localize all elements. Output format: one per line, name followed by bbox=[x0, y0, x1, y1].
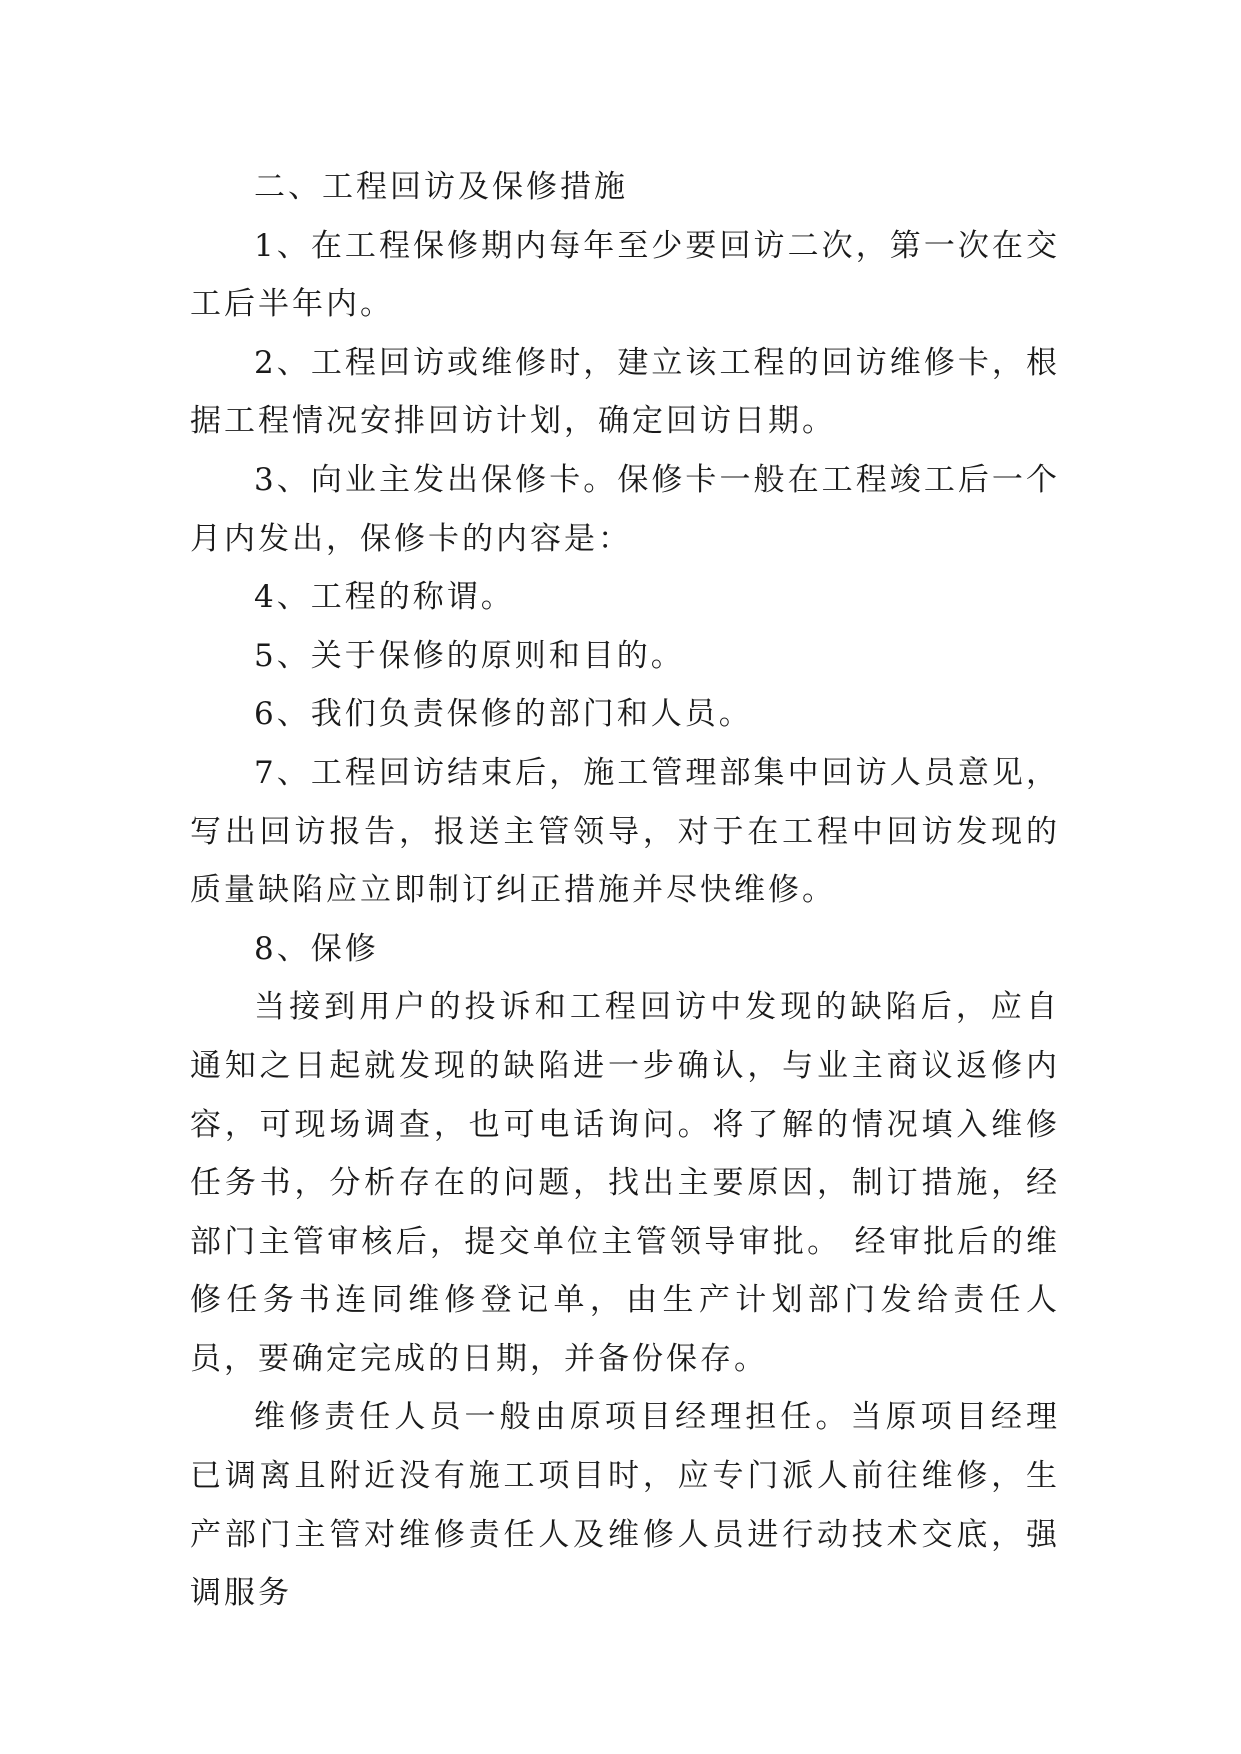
paragraph-4: 4、工程的称谓。 bbox=[254, 579, 515, 616]
paragraph-9: 当接到用户的投诉和工程回访中发现的缺陷后，应自通知之日起就发现的缺陷进一步确认，与业主商议返修内容，可现场调查，也可电话询问。将了解的情况填入维修任务书，分析存在的问题，找出主要原因，制订措施，经部门主管审核后，提交单位主管领导审批。 经审批后的维修任务书连同维修登记单，由生产计划部门发给责任人员，要确定完成的日期，并备份保存。 bbox=[190, 989, 1060, 1377]
paragraph-6: 6、我们负责保修的部门和人员。 bbox=[254, 696, 753, 733]
paragraph-1: 1、在工程保修期内每年至少要回访二次，第一次在交工后半年内。 bbox=[190, 227, 1060, 323]
section-heading: 二、工程回访及保修措施 bbox=[254, 169, 628, 205]
paragraph-2: 2、工程回访或维修时，建立该工程的回访维修卡，根据工程情况安排回访计划，确定回访日期。 bbox=[190, 344, 1060, 440]
paragraph-5: 5、关于保修的原则和目的。 bbox=[254, 637, 685, 674]
paragraph-8: 8、保修 bbox=[254, 930, 379, 967]
document-body bbox=[190, 158, 1060, 1623]
paragraph-3: 3、向业主发出保修卡。保修卡一般在工程竣工后一个月内发出，保修卡的内容是： bbox=[190, 461, 1060, 557]
paragraph-7: 7、工程回访结束后，施工管理部集中回访人员意见，写出回访报告，报送主管领导，对于在工程中回访发现的质量缺陷应立即制订纠正措施并尽快维修。 bbox=[190, 754, 1060, 909]
paragraph-10: 维修责任人员一般由原项目经理担任。当原项目经理已调离且附近没有施工项目时，应专门派人前往维修，生产部门主管对维修责任人及维修人员进行动技术交底，强调服务 bbox=[190, 1399, 1060, 1612]
